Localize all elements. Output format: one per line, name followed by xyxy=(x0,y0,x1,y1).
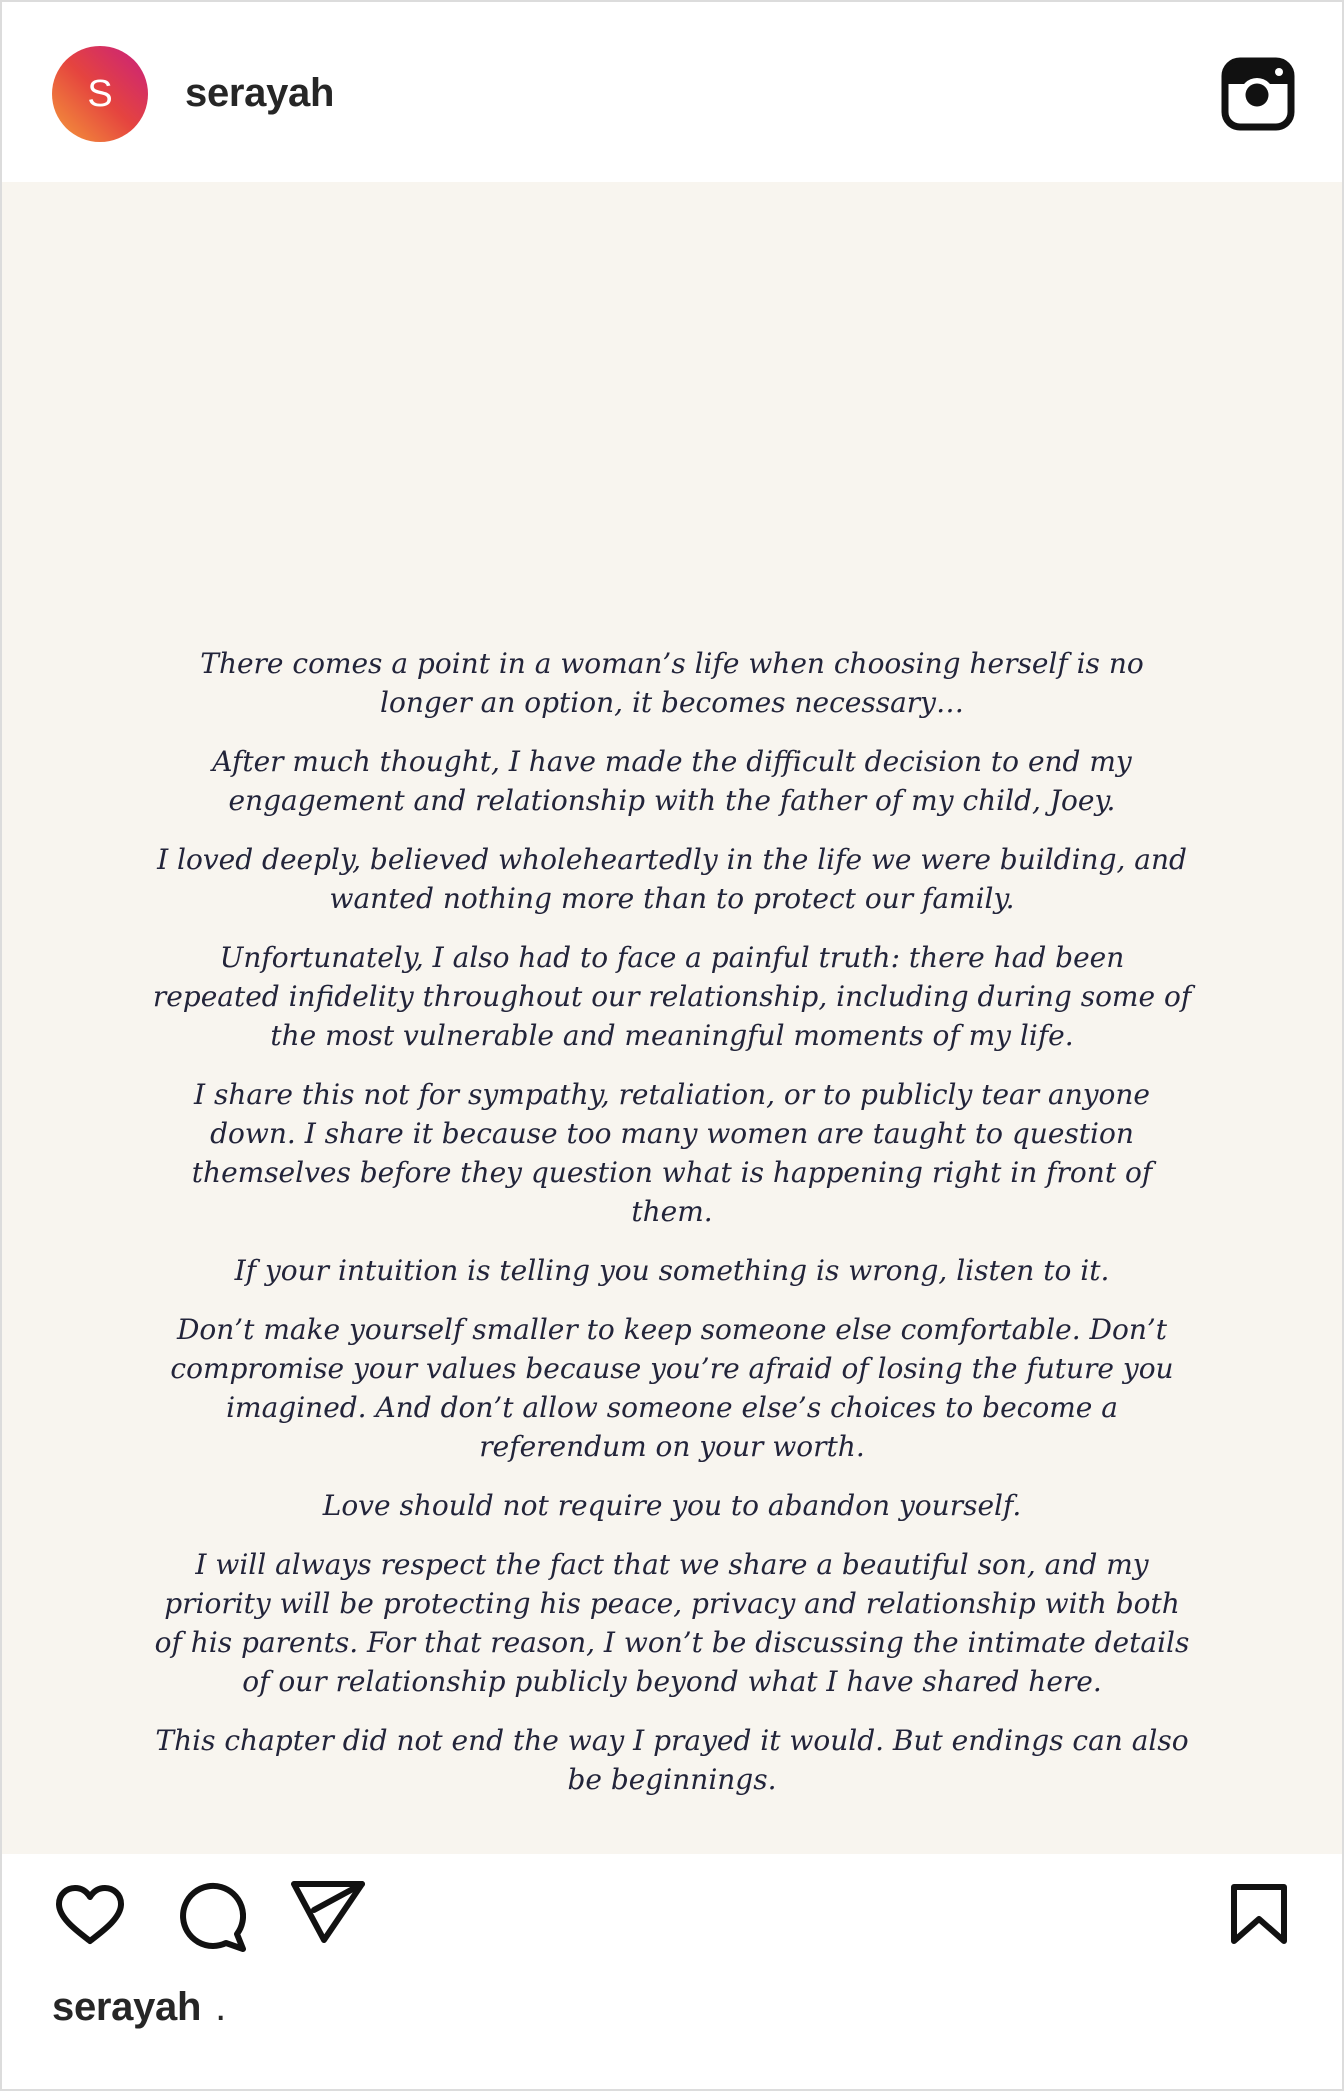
post-paragraph: This chapter did not end the way I prayed it would. But endings can also be beginnings. xyxy=(155,1724,1189,1796)
post-image xyxy=(2,182,1342,1854)
header-username[interactable]: serayah xyxy=(185,71,335,115)
post-paragraph: Unfortunately, I also had to face a painful truth: there had been repeated infidelity throughout our relationship, including during some of the most vulnerable and meaningful moments of my life. xyxy=(152,941,1192,1052)
post-statement xyxy=(152,644,1192,1819)
instagram-icon[interactable] xyxy=(1221,57,1295,131)
caption-username[interactable]: serayah xyxy=(52,1985,202,2029)
post-paragraph: If your intuition is telling you something is wrong, listen to it. xyxy=(234,1254,1110,1287)
caption-text: . xyxy=(215,1985,227,2029)
post-paragraph: There comes a point in a woman’s life when choosing herself is no longer an option, it becomes necessary… xyxy=(200,647,1144,719)
post-paragraph: Don’t make yourself smaller to keep someone else comfortable. Don’t compromise your values because you’re afraid of losing the future you imagined. And don’t allow someone else’s choices to become a referendum on your worth. xyxy=(170,1313,1174,1463)
post-paragraph: I loved deeply, believed wholeheartedly in the life we were building, and wanted nothing more than to protect our family. xyxy=(157,843,1187,915)
send-icon[interactable] xyxy=(290,1880,366,1946)
post-paragraph: After much thought, I have made the difficult decision to end my engagement and relationship with the father of my child, Joey. xyxy=(212,745,1132,817)
avatar[interactable] xyxy=(52,46,148,142)
post-paragraph: I share this not for sympathy, retaliation, or to publicly tear anyone down. I share it because too many women are taught to question themselves before they question what is happening right in front of them. xyxy=(191,1078,1153,1228)
bookmark-icon[interactable] xyxy=(1229,1882,1289,1946)
comment-icon[interactable] xyxy=(174,1881,246,1953)
post-paragraph: I will always respect the fact that we share a beautiful son, and my priority will be protecting his peace, privacy and relationship with both of his parents. For that reason, I won’t be discussing the intimate details of our relationship publicly beyond what I have shared here. xyxy=(154,1548,1190,1698)
action-bar xyxy=(2,1854,1342,1964)
post-paragraph: Love should not require you to abandon yourself. xyxy=(322,1489,1022,1522)
heart-icon[interactable] xyxy=(55,1884,125,1946)
avatar-letter: S xyxy=(87,73,113,115)
caption xyxy=(52,1982,226,2032)
post-header xyxy=(2,2,1342,182)
